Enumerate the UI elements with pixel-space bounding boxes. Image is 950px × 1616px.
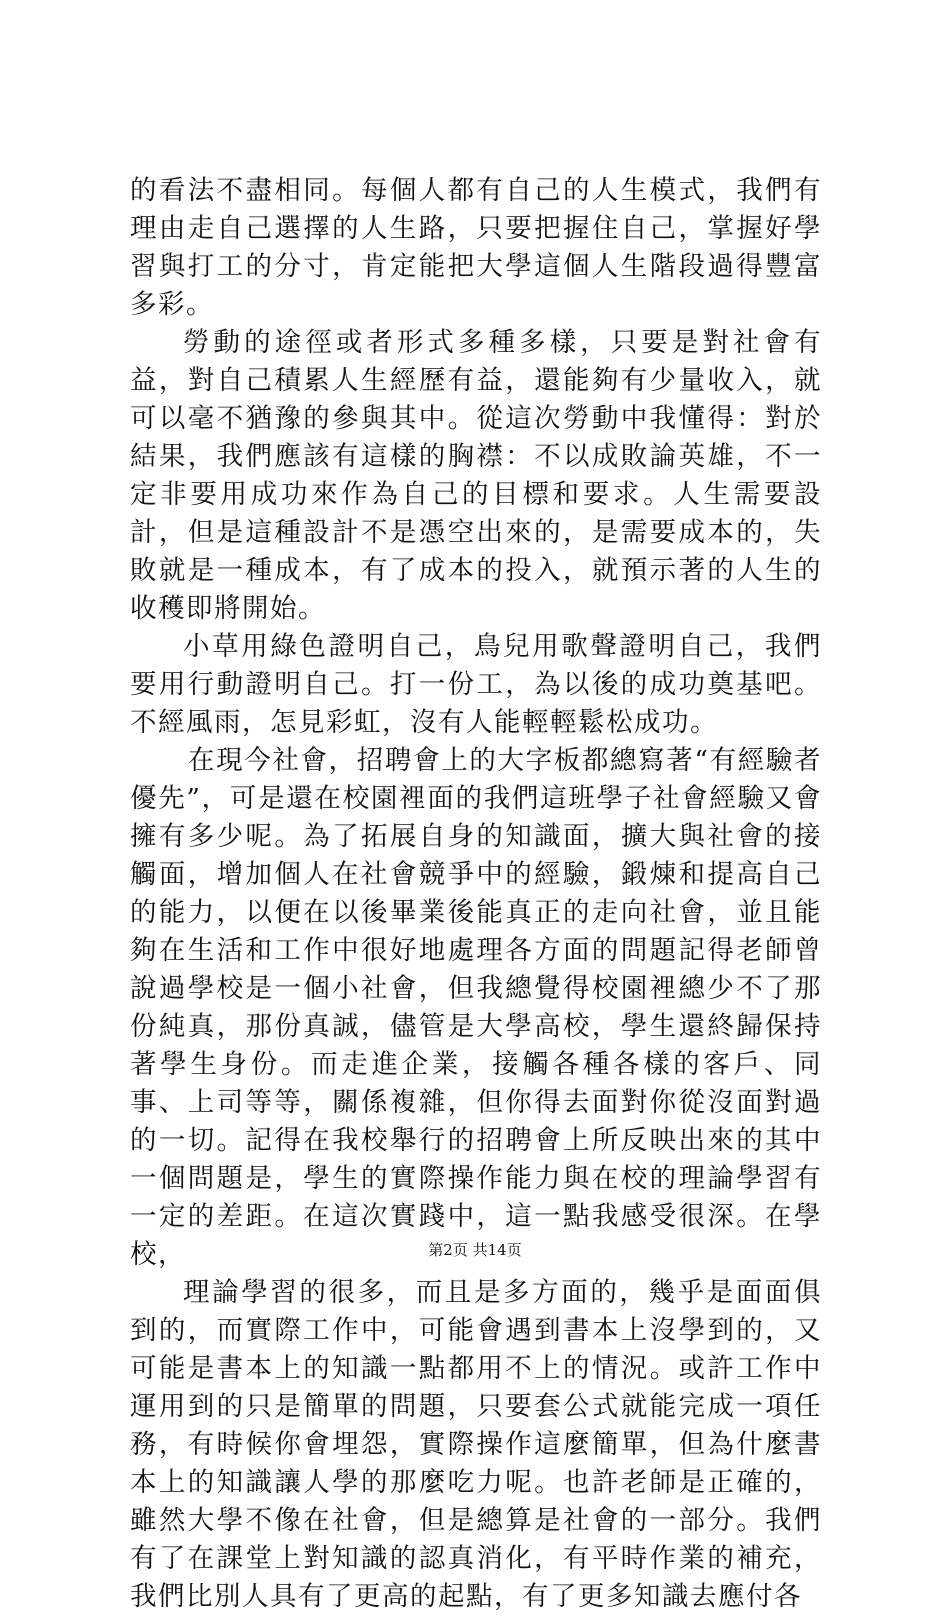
paragraph-3: 小草用綠色證明自己，鳥兒用歌聲證明自己，我們要用行動證明自己。打一份工，為以後的成功奠基吧。不經風雨，怎見彩虹，沒有人能輕輕鬆松成功。	[130, 631, 822, 738]
paragraph-5: 理論學習的很多，而且是多方面的，幾乎是面面俱到的，而實際工作中，可能會遇到書本上沒學到的，又可能是書本上的知識一點都用不上的情況。或許工作中運用到的只是簡單的問題，只要套公式就能完成一項任務，有時候你會埋怨，實際操作這麼簡單，但為什麼書本上的知識讓人學的那麼吃力呢。也許老師是正確的，雖然大學不像在社會，但是總算是社會的一部分。我們有了在課堂上對知識的認真消化，有平時作業的補充，我們比別人具有了更高的起點，有了更多知識去應付各	[130, 1277, 822, 1612]
paragraph-1: 的看法不盡相同。每個人都有自己的人生模式，我們有理由走自己選擇的人生路，只要把握住自己，掌握好學習與打工的分寸，肯定能把大學這個人生階段過得豐富多彩。	[130, 175, 822, 320]
page-footer	[0, 1240, 950, 1260]
page-number-label: 第2页 共14页	[428, 1241, 522, 1259]
paragraph-4: 在現今社會，招聘會上的大字板都總寫著“有經驗者優先”，可是還在校園裡面的我們這班學子社會經驗又會擁有多少呢。為了拓展自身的知識面，擴大與社會的接觸面，增加個人在社會競爭中的經驗，鍛煉和提高自己的能力，以便在以後畢業後能真正的走向社會，並且能夠在生活和工作中很好地處理各方面的問題記得老師曾說過學校是一個小社會，但我總覺得校園裡總少不了那份純真，那份真誠，儘管是大學高校，學生還終歸保持著學生身份。而走進企業，接觸各種各樣的客戶、同事、上司等等，關係複雜，但你得去面對你從沒面對過的一切。記得在我校舉行的招聘會上所反映出來的其中一個問題是，學生的實際操作能力與在校的理論學習有一定的差距。在這次實踐中，這一點我感受很深。在學校，	[130, 745, 822, 1270]
paragraph-2: 勞動的途徑或者形式多種多樣，只要是對社會有益，對自己積累人生經歷有益，還能夠有少量收入，就可以毫不猶豫的參與其中。從這次勞動中我懂得：對於結果，我們應該有這樣的胸襟：不以成敗論英雄，不一定非要用成功來作為自己的目標和要求。人生需要設計，但是這種設計不是憑空出來的，是需要成本的，失敗就是一種成本，有了成本的投入，就預示著的人生的收穫即將開始。	[130, 327, 822, 624]
body-text	[130, 172, 822, 1616]
